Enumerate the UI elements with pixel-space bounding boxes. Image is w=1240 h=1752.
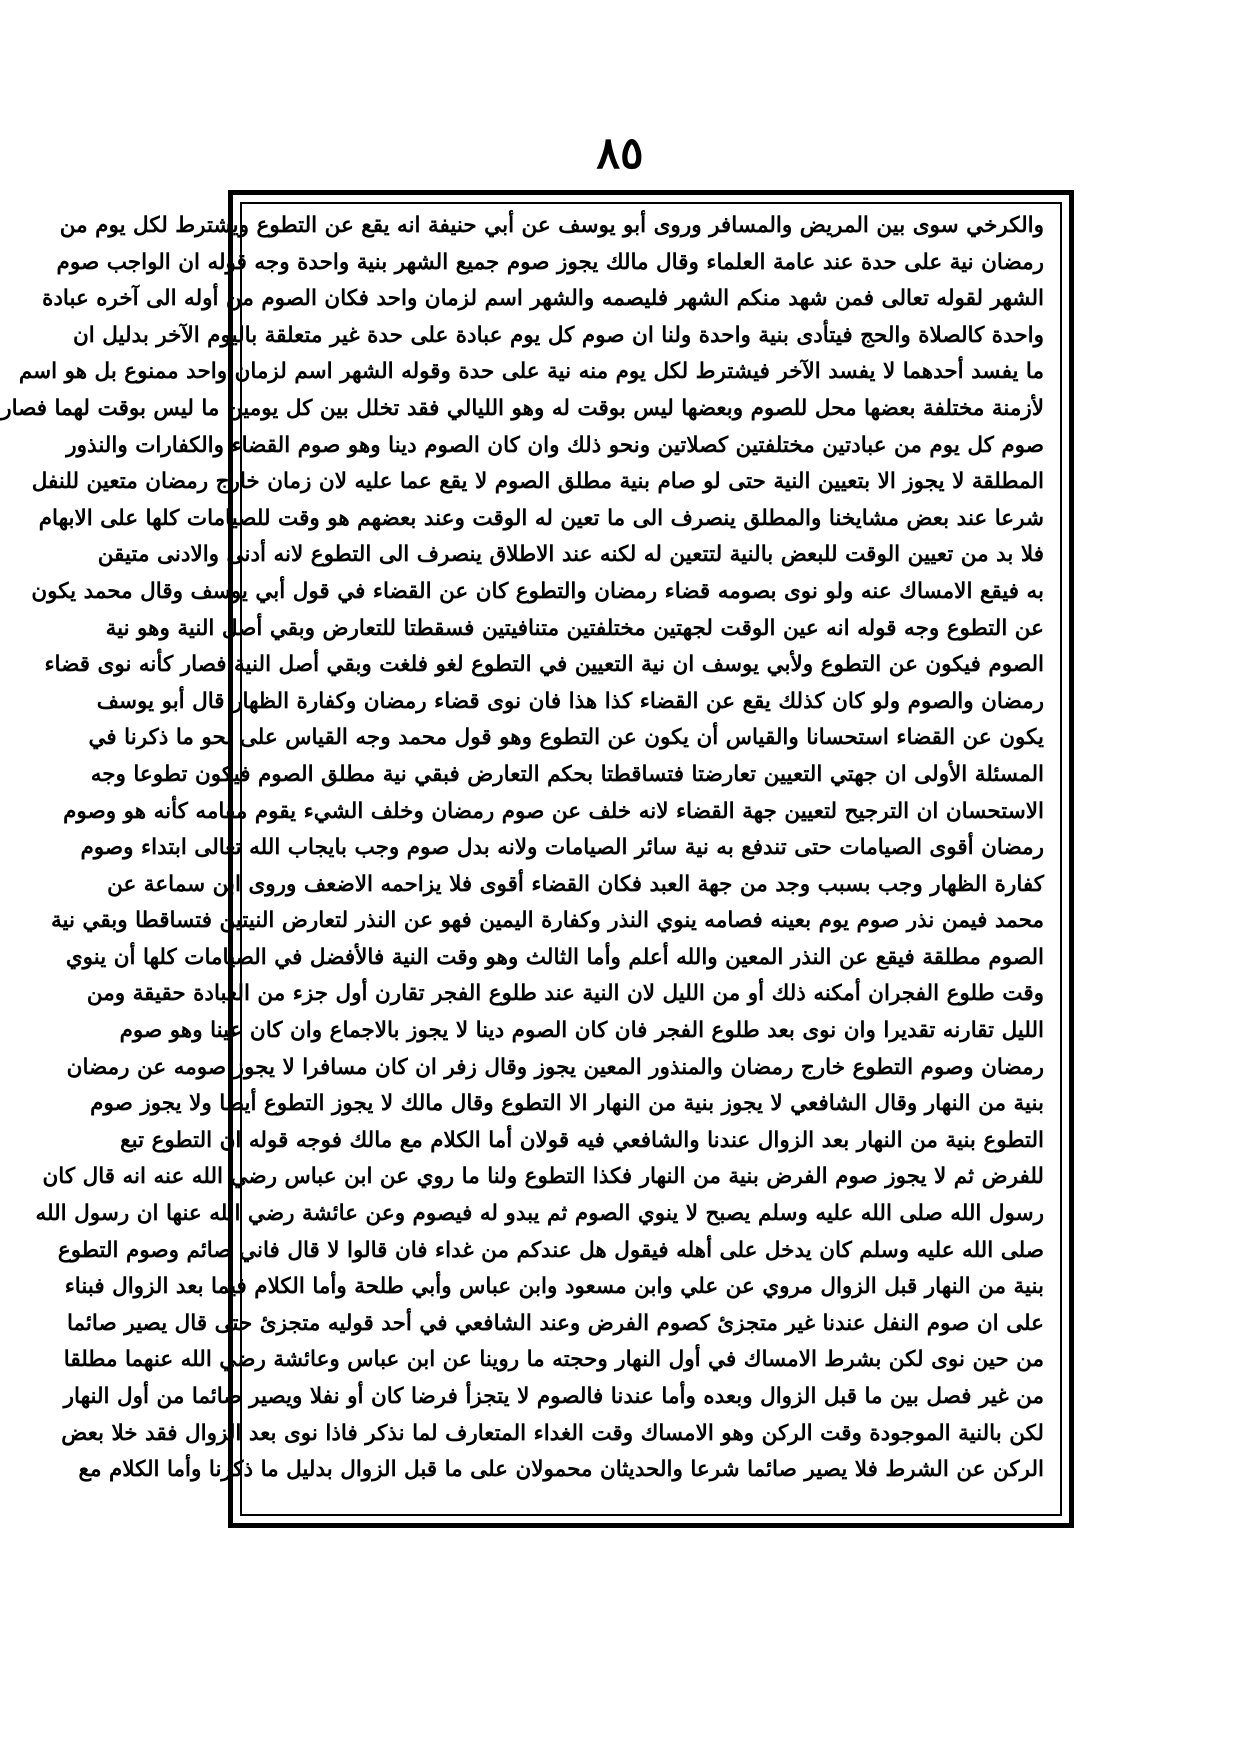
- text-line: على ان صوم النفل عندنا غير متجزئ كصوم الفرض وعند الشافعي في أحد قوليه متجزئ حتى قال يصير صائما: [66, 1310, 1044, 1336]
- text-line: فلا بد من تعيين الوقت للبعض بالنية لتتعين له لكنه عند الاطلاق ينصرف الى التطوع لانه أدنى والادنى متيقن: [97, 542, 1044, 568]
- page-number: ٨٥: [596, 128, 644, 179]
- text-line: صوم كل يوم من عبادتين مختلفتين كصلاتين ونحو ذلك وان كان الصوم دينا وهو صوم القضاء والكفارات والنذور: [66, 432, 1044, 458]
- text-line: يكون عن القضاء استحسانا والقياس أن يكون عن التطوع وهو قول محمد وجه القياس على نحو ما ذكرنا في: [88, 725, 1044, 751]
- text-line: واحدة كالصلاة والحج فيتأدى بنية واحدة ولنا ان صوم كل يوم عبادة على حدة غير متعلقة باليوم الآخر بدليل ان: [72, 322, 1044, 348]
- text-line: رمضان نية على حدة عند عامة العلماء وقال مالك يجوز صوم جميع الشهر بنية واحدة وجه قوله ان الواجب صوم: [56, 249, 1044, 275]
- text-line: شرعا عند بعض مشايخنا والمطلق ينصرف الى ما تعين له الوقت وعند بعضهم هو وقت للصيامات كلها على الابهام: [38, 505, 1044, 531]
- text-line: المسئلة الأولى ان جهتي التعيين تعارضتا فتساقطتا بحكم التعارض فبقي نية مطلق الصوم فيكون تطوعا وجه: [90, 761, 1044, 787]
- text-line: لكن بالنية الموجودة وقت الركن وهو الامساك وقت الغداء المتعارف لما نذكر فاذا نوى بعد الزوال فقد خلا بعض: [61, 1420, 1044, 1446]
- text-line: التطوع بنية من النهار بعد الزوال عندنا والشافعي فيه قولان أما الكلام مع مالك فوجه قوله ان التطوع تبع: [120, 1127, 1044, 1153]
- text-line: الشهر لقوله تعالى فمن شهد منكم الشهر فليصمه والشهر اسم لزمان واحد فكان الصوم من أوله الى آخره عبادة: [42, 286, 1044, 312]
- text-line: المطلقة لا يجوز الا بتعيين النية حتى لو صام بنية مطلق الصوم لا يقع عما عليه لان زمان خارج رمضان متعين للنفل: [31, 469, 1044, 495]
- text-line: الصوم فيكون عن التطوع ولأبي يوسف ان نية التعيين في التطوع لغو فلغت وبقي أصل النية فصار كأنه نوى قضاء: [44, 652, 1044, 678]
- text-line: والكرخي سوى بين المريض والمسافر وروى أبو يوسف عن أبي حنيفة انه يقع عن التطوع ويشترط لكل يوم من: [59, 213, 1044, 238]
- text-line: رمضان والصوم ولو كان كذلك يقع عن القضاء كذا هذا فان نوى قضاء رمضان وكفارة الظهار قال أبو يوسف: [96, 688, 1044, 714]
- text-line: الركن عن الشرط فلا يصير صائما شرعا والحديثان محمولان على ما قبل الزوال بدليل ما ذكرنا وأما الكلام مع: [78, 1457, 1044, 1483]
- text-line: محمد فيمن نذر صوم يوم بعينه فصامه ينوي النذر وكفارة اليمين فهو عن النذر لتعارض النيتين فتساقطا وبقي نية: [50, 908, 1044, 934]
- text-line: رمضان وصوم التطوع خارج رمضان والمنذور المعين يجوز وقال زفر ان كان مسافرا لا يجوز صومه عن رمضان: [66, 1054, 1044, 1080]
- text-line: صلى الله عليه وسلم كان يدخل على أهله فيقول هل عندكم من غداء فان قالوا لا قال فاني صائم وصوم التطوع: [57, 1237, 1044, 1263]
- text-line: من حين نوى لكن بشرط الامساك في أول النهار وحجته ما روينا عن ابن عباس وعائشة رضي الله عنهما مطلقا: [63, 1347, 1044, 1373]
- text-line: ما يفسد أحدهما لا يفسد الآخر فيشترط لكل يوم منه نية على حدة وقوله الشهر اسم لزمان واحد ممنوع بل هو اسم: [18, 359, 1044, 385]
- text-line: من غير فصل بين ما قبل الزوال وبعده وأما عندنا فالصوم لا يتجزأ فرضا كان أو نفلا ويصير صائما من أول النهار: [63, 1384, 1044, 1409]
- text-line: الصوم مطلقة فيقع عن النذر المعين والله أعلم وأما الثالث وهو وقت النية فالأفضل في الصيامات كلها أن ينوي: [65, 944, 1044, 970]
- text-line: به فيقع الامساك عنه ولو نوى بصومه قضاء رمضان والتطوع كان عن القضاء في قول أبي يوسف وقال محمد يكون: [31, 578, 1044, 604]
- text-frame-inner-border: [1, 202, 1062, 1516]
- text-line: رمضان أقوى الصيامات حتى تندفع به نية سائر الصيامات ولانه بدل صوم وجب بايجاب الله تعالى ابتداء وصوم: [80, 835, 1044, 861]
- text-line: لأزمنة مختلفة بعضها محل للصوم وبعضها ليس بوقت له وهو الليالي فقد تخلل بين كل يومين ما ليس بوقت لهما فصار: [1, 395, 1044, 421]
- text-line: الاستحسان ان الترجيح لتعيين جهة القضاء لانه خلف عن صوم رمضان وخلف الشيء يقوم مقامه كأنه هو وصوم: [63, 798, 1044, 824]
- text-block: [1, 208, 1044, 1489]
- text-line: بنية من النهار قبل الزوال مروي عن علي وابن مسعود وابن عباس وأبي طلحة وأما الكلام فيما بعد الزوال فبناء: [64, 1274, 1044, 1300]
- text-line: وقت طلوع الفجران أمكنه ذلك أو من الليل لان النية عند طلوع الفجر تقارن أول جزء من العبادة حقيقة ومن: [86, 981, 1044, 1007]
- text-frame-outer-border: [1, 190, 1074, 1528]
- text-line: عن التطوع وجه قوله انه عين الوقت لجهتين مختلفتين متنافيتين فسقطتا للتعارض وبقي أصل النية وهو نية: [105, 615, 1044, 641]
- text-line: بنية من النهار وقال الشافعي لا يجوز بنية من النهار الا التطوع وقال مالك لا يجوز التطوع أيضا ولا يجوز صوم: [90, 1091, 1044, 1117]
- text-line: للفرض ثم لا يجوز صوم الفرض بنية من النهار فكذا التطوع ولنا ما روي عن ابن عباس رضي الله عنه انه قال كان: [42, 1164, 1044, 1190]
- text-line: كفارة الظهار وجب بسبب وجد من جهة العبد فكان القضاء أقوى فلا يزاحمه الاضعف وروى ابن سماعة عن: [107, 871, 1044, 897]
- text-line: رسول الله صلى الله عليه وسلم يصبح لا ينوي الصوم ثم يبدو له فيصوم وعن عائشة رضي الله عنها ان رسول الله: [35, 1201, 1044, 1227]
- text-line: الليل تقارنه تقديرا وان نوى بعد طلوع الفجر فان كان الصوم دينا لا يجوز بالاجماع وان كان عينا وهو صوم: [119, 1018, 1044, 1044]
